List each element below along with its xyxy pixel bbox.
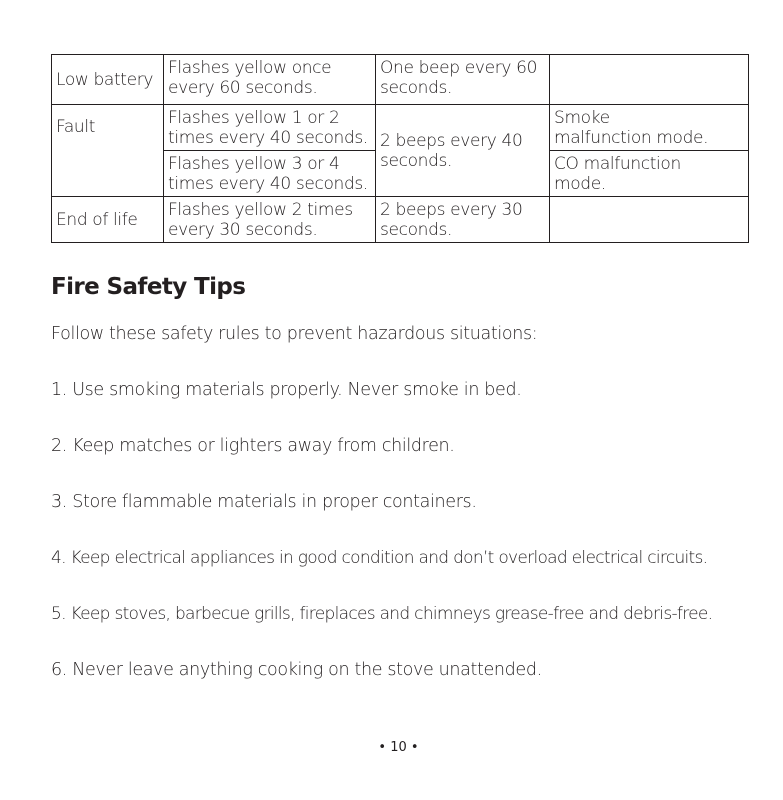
- note-cell: [550, 55, 749, 105]
- state-label: Fault: [56, 117, 96, 137]
- tip-item: 6. Never leave anything cooking on the stove unattended.: [51, 660, 542, 680]
- light-line: times every 40 seconds.: [168, 128, 368, 148]
- tip-item: 5. Keep stoves, barbecue grills, fireplaces and chimneys grease-free and debris-free.: [51, 604, 713, 624]
- note-cell: [550, 197, 749, 243]
- light-line: times every 40 seconds.: [168, 174, 368, 194]
- state-label: Low battery: [56, 70, 154, 90]
- state-cell: [52, 197, 164, 243]
- sound-line: One beep every 60: [380, 58, 538, 78]
- sound-line: seconds.: [380, 220, 453, 240]
- section-title: Fire Safety Tips: [51, 274, 246, 300]
- sound-line: 2 beeps every 30: [380, 200, 523, 220]
- light-line: Flashes yellow 3 or 4: [168, 154, 340, 174]
- table-row-fault-smoke: [52, 105, 749, 151]
- table-row-end-of-life: [52, 197, 749, 243]
- light-line: every 30 seconds.: [168, 220, 318, 240]
- table-row-low-battery: [52, 55, 749, 105]
- tip-item: 2. Keep matches or lighters away from children.: [51, 436, 455, 456]
- note-line: malfunction mode.: [554, 128, 709, 148]
- light-cell: [164, 151, 376, 197]
- light-cell: [164, 55, 376, 105]
- light-line: Flashes yellow 2 times: [168, 200, 353, 220]
- light-line: every 60 seconds.: [168, 78, 318, 98]
- light-line: Flashes yellow once: [168, 58, 332, 78]
- alarm-status-table: [51, 54, 749, 243]
- note-cell: [550, 151, 749, 197]
- tip-item: 4. Keep electrical appliances in good condition and don’t overload electrical circuits.: [51, 548, 708, 568]
- note-line: CO malfunction: [554, 154, 681, 174]
- light-cell: [164, 105, 376, 151]
- tip-item: 3. Store flammable materials in proper containers.: [51, 492, 477, 512]
- sound-cell: [376, 55, 550, 105]
- intro-text: Follow these safety rules to prevent hazardous situations:: [51, 324, 538, 344]
- state-cell: [52, 55, 164, 105]
- sound-line: seconds.: [380, 151, 453, 171]
- light-line: Flashes yellow 1 or 2: [168, 108, 340, 128]
- state-cell: [52, 105, 164, 197]
- sound-line: seconds.: [380, 78, 453, 98]
- sound-line: 2 beeps every 40: [380, 131, 523, 151]
- state-label: End of life: [56, 210, 138, 230]
- sound-cell: [376, 105, 550, 197]
- note-line: Smoke: [554, 108, 610, 128]
- note-cell: [550, 105, 749, 151]
- light-cell: [164, 197, 376, 243]
- page-number: • 10 •: [378, 740, 419, 755]
- note-line: mode.: [554, 174, 606, 194]
- sound-cell: [376, 197, 550, 243]
- tip-item: 1. Use smoking materials properly. Never smoke in bed.: [51, 380, 522, 400]
